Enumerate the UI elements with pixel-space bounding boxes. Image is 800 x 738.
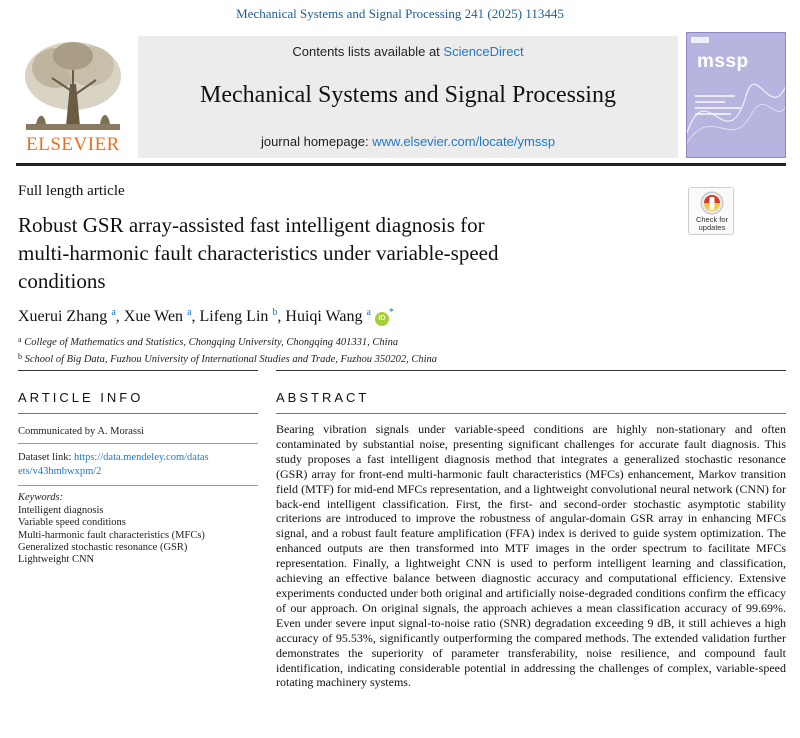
keyword-item: Generalized stochastic resonance (GSR) — [18, 541, 188, 553]
journal-cover-thumbnail[interactable] — [686, 32, 786, 158]
author-name[interactable]: Xue Wen — [123, 308, 184, 325]
contents-prefix: Contents lists available at — [292, 44, 444, 59]
keyword-item: Multi-harmonic fault characteristics (MFCs) — [18, 529, 205, 541]
author-affiliation-mark[interactable]: a — [111, 307, 116, 318]
info-divider — [18, 443, 258, 444]
article-type: Full length article — [18, 183, 125, 199]
sciencedirect-link[interactable]: ScienceDirect — [443, 44, 524, 59]
dataset-link-continued[interactable]: ets/v43hmbwxpm/2 — [18, 466, 102, 477]
affiliation-key: b — [18, 352, 22, 361]
author-affiliation-mark[interactable]: a — [366, 307, 371, 318]
affiliation-text: College of Mathematics and Statistics, Chongqing University, Chongqing 401331, China — [24, 337, 399, 348]
article-info-rule — [18, 413, 258, 414]
communicated-by: Communicated by A. Morassi — [18, 426, 144, 437]
title-line-3: conditions — [18, 269, 106, 293]
article-info-heading: ARTICLE INFO — [18, 390, 144, 405]
title-line-1: Robust GSR array-assisted fast intelligent diagnosis for — [18, 213, 485, 237]
author-affiliation-mark[interactable]: a — [187, 307, 192, 318]
contents-line — [138, 44, 678, 59]
corresponding-author-mark[interactable]: * — [388, 307, 394, 318]
keywords-list — [18, 505, 205, 566]
affiliation-key: a — [18, 335, 22, 344]
orcid-icon[interactable]: iD — [375, 312, 389, 326]
abstract-heading: ABSTRACT — [276, 390, 370, 405]
cover-brand: mssp — [697, 51, 749, 72]
homepage-line — [138, 134, 678, 149]
paper-title — [18, 211, 658, 295]
affiliation-b — [18, 350, 437, 367]
journal-homepage-link[interactable]: www.elsevier.com/locate/ymssp — [372, 134, 556, 149]
journal-header-box — [138, 36, 678, 158]
crossmark-label — [689, 216, 735, 232]
author-list: Xuerui Zhang $^a$, Xue Wen $^a$, Lifeng Lin $^b$, Huiqi Wang $^a$ iD* — [18, 307, 394, 325]
elsevier-wordmark[interactable]: ELSEVIER — [26, 134, 120, 155]
author-name[interactable]: Xuerui Zhang — [18, 308, 108, 325]
check-for-updates-button[interactable] — [688, 187, 734, 235]
crossmark-icon — [689, 190, 735, 218]
journal-masthead — [16, 30, 786, 162]
homepage-prefix: journal homepage: — [260, 134, 373, 149]
abstract-rule — [276, 413, 786, 414]
title-line-2: multi-harmonic fault characteristics under variable-speed — [18, 241, 499, 265]
masthead-divider — [16, 163, 786, 166]
author-name[interactable]: Lifeng Lin — [199, 308, 269, 325]
keyword-item: Intelligent diagnosis — [18, 505, 104, 516]
section-divider-right — [276, 370, 786, 371]
author-affiliation-mark[interactable]: b — [272, 307, 278, 318]
section-divider-left — [18, 370, 258, 371]
affiliations — [18, 333, 437, 367]
keywords-title: Keywords: — [18, 492, 64, 503]
crossmark-line-2: updates — [698, 223, 726, 232]
dataset-link[interactable]: https://data.mendeley.com/datas — [74, 452, 209, 463]
crossmark-line-1: Check for — [695, 215, 729, 224]
dataset-link-line-2 — [18, 465, 101, 478]
abstract-text: Bearing vibration signals under variable-speed conditions are highly non-stationary and often contaminated by substantial noise, presenting significant challenges for accurate fault diagnosis. This study proposes a fast intelligent diagnosis method that integrates a generalized stochastic resonance (GSR) array for front-end multi-harmonic fault characteristics (MFCs) enhancement, Markov transition field (MTF) for mid-end MFCs representation, and a lightweight convolutional neural network (CNN) for back-end intelligent classification. First, the first- and second-order stochastic asymptotic stability criterions are introduced to improve the robustness of angular-domain GSR array in enhancing MFCs signal, and a robust fault feature amplification (FFA) index is derived to guide system optimization. The enhanced outputs are then transformed into MTF images in the order spectrum to facilitate MFCs representation. Finally, a lightweight CNN is used to perform intelligent learning and classification, achieving an effective balance between diagnostic accuracy and computational efficiency. Extensive experiments conducted under both original and artificially noise-degraded conditions confirm the efficacy of our approach. On original signals, the approach achieves a mean classification accuracy of 99.69%. Even under severe input signal-to-noise ratio (SNR) degradation exceeding 9 dB, it still achieves a high accuracy of 95.53%, significantly outperforming the compared methods. The extended validation further demonstrates the superiority of parameter transferability, noise resilience, and compound fault identification, indicating considerable potential in addressing the challenges of complex, variable-speed rotating machinery systems. — [276, 422, 786, 690]
dataset-link-line-1 — [18, 451, 209, 464]
dataset-label: Dataset link: — [18, 452, 74, 463]
info-divider — [18, 485, 258, 486]
affiliation-text: School of Big Data, Fuzhou University of International Studies and Trade, Fuzhou 350202, China — [24, 354, 438, 365]
journal-citation[interactable]: Mechanical Systems and Signal Processing 241 (2025) 113445 — [236, 6, 564, 21]
affiliation-a — [18, 333, 437, 350]
keyword-item: Lightweight CNN — [18, 554, 95, 566]
author-name[interactable]: Huiqi Wang — [285, 308, 363, 325]
journal-title: Mechanical Systems and Signal Processing — [200, 82, 616, 108]
keyword-item: Variable speed conditions — [18, 517, 126, 529]
